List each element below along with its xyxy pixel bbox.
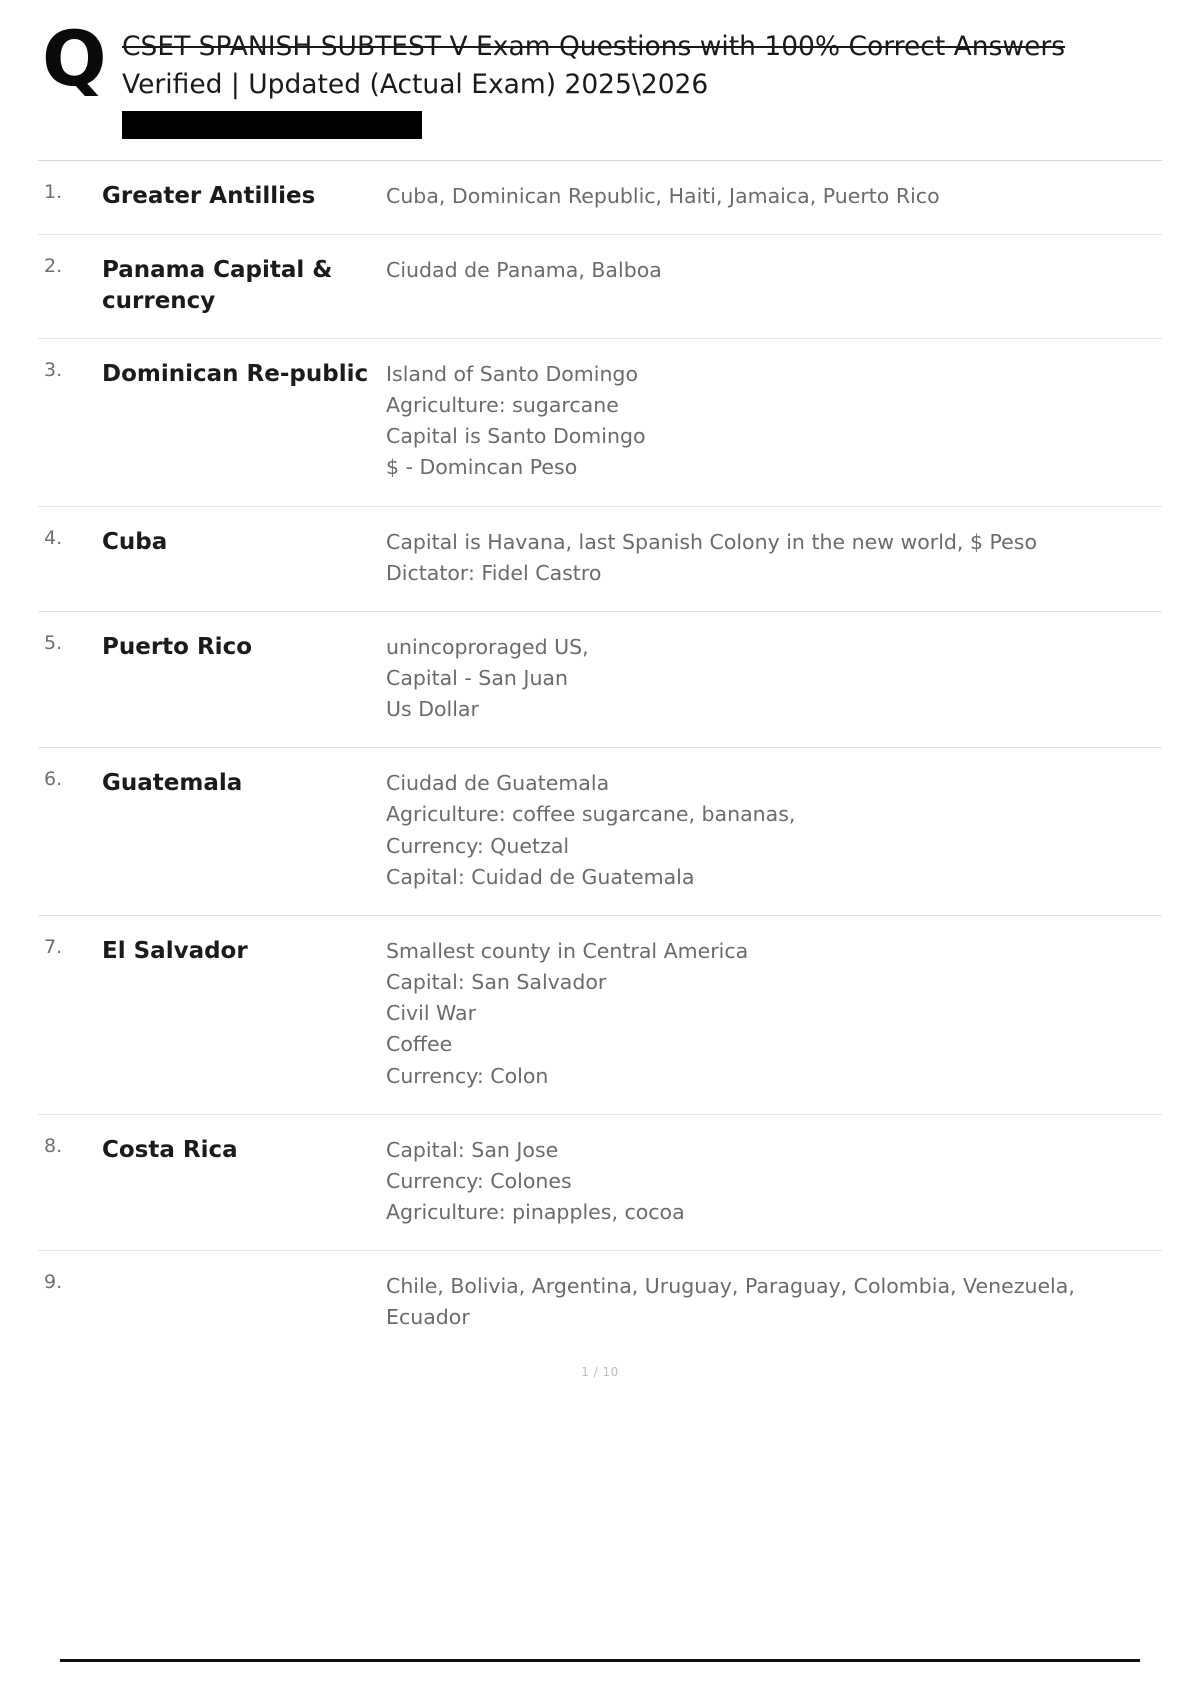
row-definition [386,748,1162,916]
definition-line: Coffee [386,1032,453,1057]
definition-line: Currency: Quetzal [386,833,570,858]
row-number: 7. [44,935,63,958]
definition-line: Capital: San Jose [386,1137,559,1162]
questions-table [38,160,1162,1355]
row-number: 3. [44,358,63,381]
definition-line: Agriculture: pinapples, cocoa [386,1200,685,1224]
definition-line: Capital is Havana, last Spanish Colony in the new world, $ Peso [386,529,1037,554]
row-term: Dominican Re-public [102,360,369,387]
row-term: Greater Antillies [102,183,316,209]
table-row [38,611,1162,747]
row-term: Guatemala [102,770,243,797]
definition-line: Capital: Cuidad de Guatemala [386,864,695,889]
row-term: Costa Rica [102,1136,238,1163]
row-definition [386,235,1162,339]
page-number: 1 / 10 [581,1365,619,1380]
row-number: 1. [44,181,63,203]
document-header [38,0,1162,154]
row-term: Panama Capital & currency [102,257,333,314]
definition-line: Currency: Colon [386,1063,549,1088]
definition-line: Us Dollar [386,697,479,722]
row-number: 6. [44,768,63,791]
definition-line: Capital: San Salvador [386,970,607,995]
table-row [38,1114,1162,1250]
table-row [38,748,1162,916]
definition-line: unincoproraged US, [386,634,589,659]
title-block [122,28,1162,139]
row-number: 4. [44,526,63,549]
row-term: Puerto Rico [102,633,253,660]
row-number: 9. [44,1271,63,1294]
table-row [38,915,1162,1114]
definition-line: Dictator: Fidel Castro [386,560,602,585]
definition-line: Civil War [386,1001,476,1026]
page-title-second-line: Verified | Updated (Actual Exam) 2025\2026 [122,69,709,101]
definition-line: Cuba, Dominican Republic, Haiti, Jamaica, Puerto Rico [386,184,940,208]
row-term [102,1251,386,1356]
quizlet-q-logo-icon: Q [42,14,105,103]
row-definition [386,338,1162,506]
definition-line: Ciudad de Guatemala [386,771,610,796]
bottom-divider [60,1659,1140,1662]
redaction-bar [122,111,422,139]
row-number: 8. [44,1134,63,1157]
table-row [38,1251,1162,1356]
row-definition [386,506,1162,611]
definition-line: Agriculture: coffee sugarcane, bananas, [386,802,796,827]
row-number: 2. [44,255,63,278]
definition-line: Ciudad de Panama, Balboa [386,258,662,283]
table-row [38,506,1162,611]
definition-line: Currency: Colones [386,1168,572,1193]
row-term: Cuba [102,528,168,555]
definition-line: Capital is Santo Domingo [386,424,646,449]
row-definition [386,915,1162,1114]
row-definition [386,1114,1162,1250]
definition-line: Island of Santo Domingo [386,361,638,386]
definition-line: Agriculture: sugarcane [386,393,619,418]
table-row [38,161,1162,235]
row-definition [386,611,1162,747]
row-term: El Salvador [102,937,248,964]
definition-line: Chile, Bolivia, Argentina, Uruguay, Paraguay, Colombia, Venezuela, Ecuador [386,1274,1075,1330]
row-definition [386,161,1162,235]
page-title-strikethrough-part: CSET SPANISH SUBTEST V Exam Questions with 100% Correct Answers [122,31,1066,62]
page-title [122,28,1152,105]
table-row [38,235,1162,339]
table-row [38,338,1162,506]
definition-line: $ - Domincan Peso [386,455,578,480]
definition-line: Capital - San Juan [386,665,568,690]
row-definition [386,1251,1162,1356]
definition-line: Smallest county in Central America [386,938,749,963]
row-number: 5. [44,631,63,654]
